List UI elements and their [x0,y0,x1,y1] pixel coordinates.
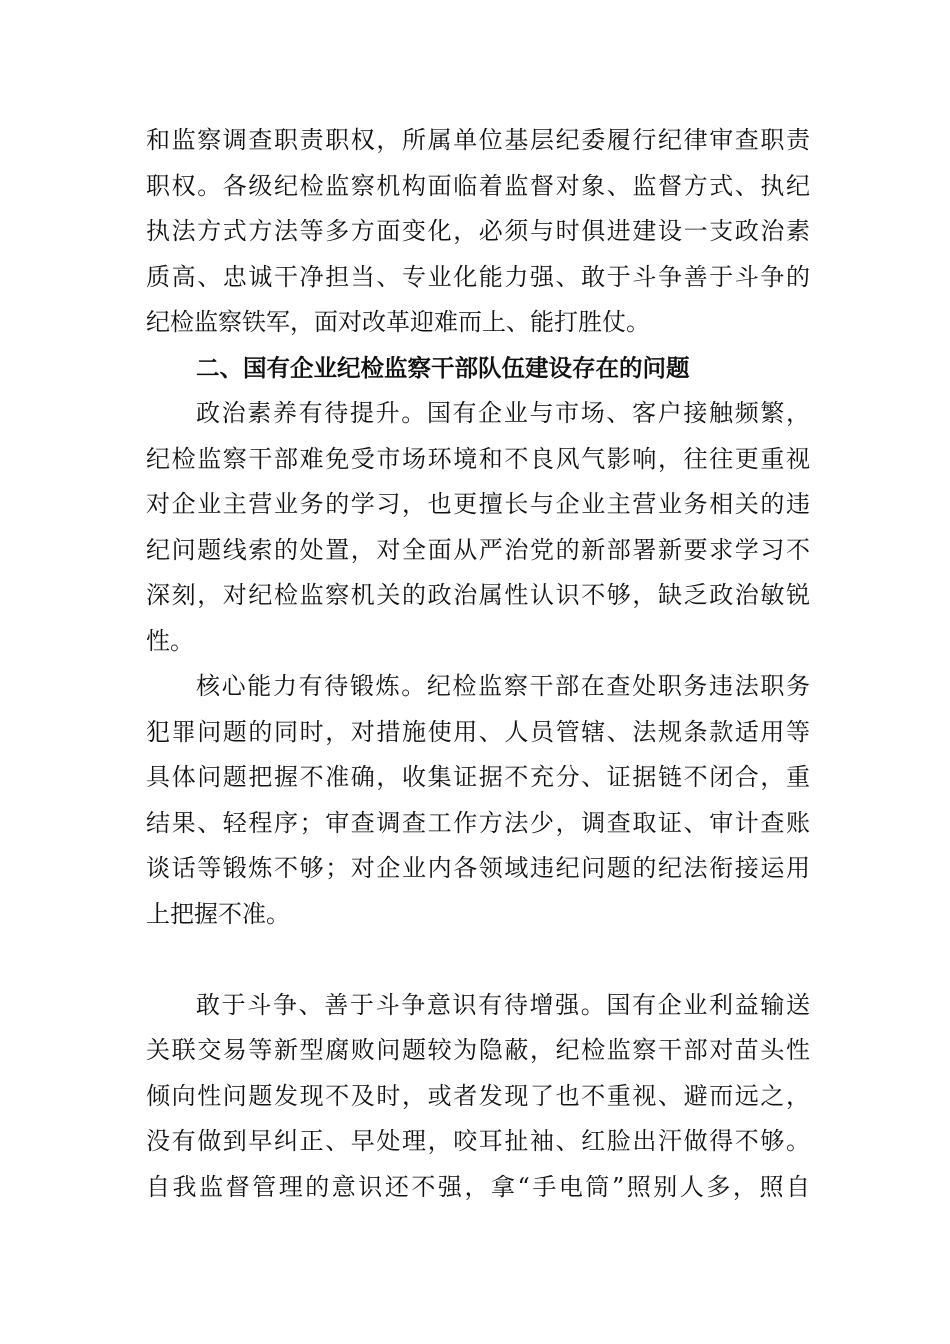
text-line: 核心能力有待锻炼。纪检监察干部在查处职务违法职务 [196,672,810,700]
text-line: 纪检监察铁军，面对改革迎难而上、能打胜仗。 [146,308,650,336]
paragraph-1 [146,118,810,346]
text-line: 具体问题把握不准确，收集证据不充分、证据链不闭合，重 [146,763,810,791]
text-line: 职权。各级纪检监察机构面临着监督对象、监督方式、执纪 [146,171,810,200]
text-line: 纪检监察干部难免受市场环境和不良风气影响，往往更重视 [146,444,810,473]
text-line: 和监察调查职责职权，所属单位基层纪委履行纪律审查职责 [146,126,810,154]
paragraph-3 [146,664,810,937]
text-line: 关联交易等新型腐败问题较为隐蔽，纪检监察干部对苗头性 [146,1036,810,1064]
text-line: 性。 [146,626,194,655]
document-body [146,118,810,1210]
blank-line [146,937,810,983]
text-line: 深刻，对纪检监察机关的政治属性认识不够，缺乏政治敏锐 [146,581,810,609]
text-line: 自我监督管理的意识还不强，拿“手电筒”照别人多，照自 [146,1172,810,1201]
text-line: 没有做到早纠正、早处理，咬耳扯袖、红脸出汗做得不够。 [146,1127,810,1155]
text-line: 纪问题线索的处置，对全面从严治党的新部署新要求学习不 [146,535,810,564]
text-line: 对企业主营业务的学习，也更擅长与企业主营业务相关的违 [146,490,810,518]
text-line: 犯罪问题的同时，对措施使用、人员管辖、法规条款适用等 [146,717,810,746]
text-line: 谈话等锻炼不够；对企业内各领域违纪问题的纪法衔接运用 [146,854,810,882]
text-line: 倾向性问题发现不及时，或者发现了也不重视、避而远之， [146,1081,810,1110]
text-line: 敢于斗争、善于斗争意识有待增强。国有企业利益输送 [196,990,810,1019]
section-heading: 二、国有企业纪检监察干部队伍建设存在的问题 [196,353,690,382]
text-line: 结果、轻程序；审查调查工作方法少，调查取证、审计查账 [146,808,810,837]
text-line: 政治素养有待提升。国有企业与市场、客户接触频繁， [196,399,810,427]
text-line: 质高、忠诚干净担当、专业化能力强、敢于斗争善于斗争的 [146,262,810,291]
paragraph-4 [146,983,810,1211]
paragraph-2 [146,391,810,664]
text-line: 执法方式方法等多方面变化，必须与时俱进建设一支政治素 [146,217,810,245]
text-line: 上把握不准。 [146,899,290,928]
